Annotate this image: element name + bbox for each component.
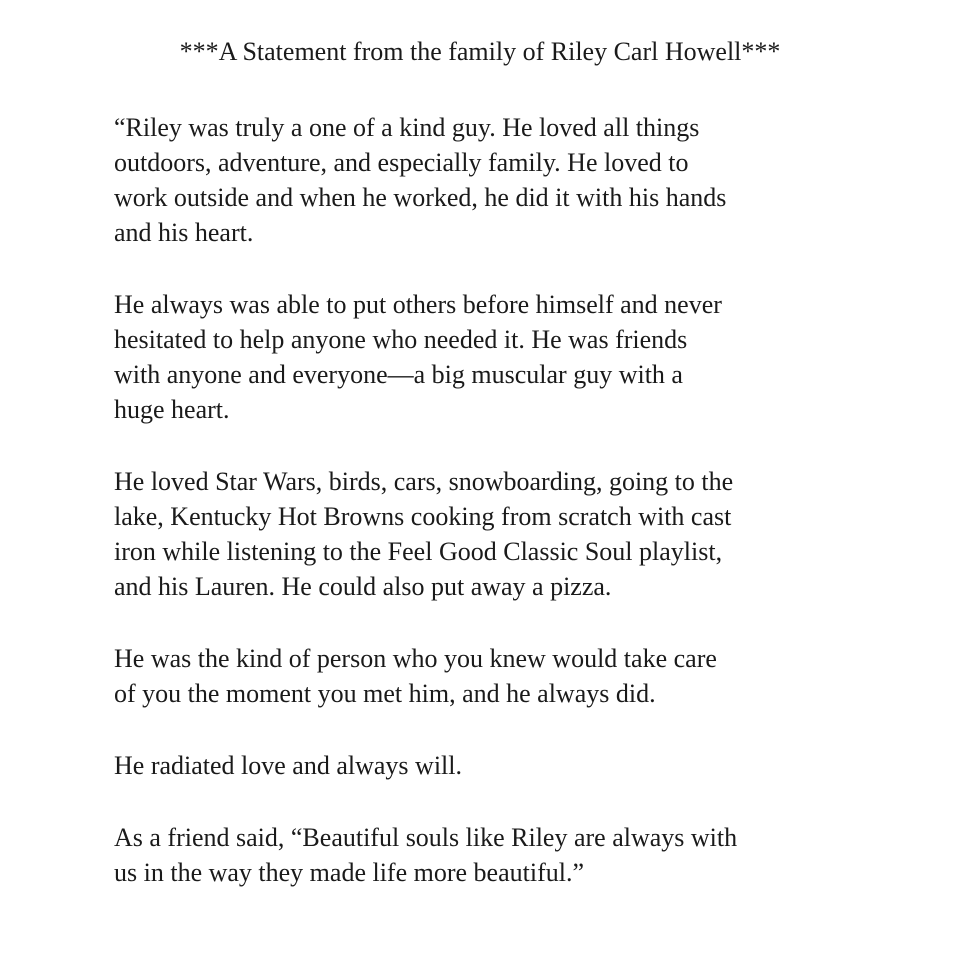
paragraph-5 [114, 748, 854, 783]
paragraph-line: He was the kind of person who you knew would take care [114, 644, 717, 673]
paragraph-line: of you the moment you met him, and he always did. [114, 679, 656, 708]
paragraph-3 [114, 464, 854, 604]
statement-body [114, 110, 854, 927]
paragraph-line: outdoors, adventure, and especially family. He loved to [114, 148, 689, 177]
paragraph-1 [114, 110, 854, 250]
paragraph-line: us in the way they made life more beautiful.” [114, 858, 585, 887]
paragraph-line: lake, Kentucky Hot Browns cooking from scratch with cast [114, 502, 732, 531]
paragraph-line: and his Lauren. He could also put away a pizza. [114, 572, 612, 601]
paragraph-line: “Riley was truly a one of a kind guy. He loved all things [114, 113, 700, 142]
paragraph-line: and his heart. [114, 218, 254, 247]
paragraph-line: hesitated to help anyone who needed it. He was friends [114, 325, 688, 354]
paragraph-line: He loved Star Wars, birds, cars, snowboarding, going to the [114, 467, 734, 496]
paragraph-line: He radiated love and always will. [114, 751, 462, 780]
paragraph-line: iron while listening to the Feel Good Classic Soul playlist, [114, 537, 723, 566]
paragraph-line: He always was able to put others before himself and never [114, 290, 722, 319]
paragraph-line: huge heart. [114, 395, 230, 424]
paragraph-line: As a friend said, “Beautiful souls like Riley are always with [114, 823, 738, 852]
paragraph-4 [114, 641, 854, 711]
paragraph-line: with anyone and everyone—a big muscular guy with a [114, 360, 683, 389]
paragraph-6 [114, 820, 854, 890]
paragraph-2 [114, 287, 854, 427]
statement-title: ***A Statement from the family of Riley Carl Howell*** [179, 37, 781, 66]
paragraph-line: work outside and when he worked, he did it with his hands [114, 183, 727, 212]
